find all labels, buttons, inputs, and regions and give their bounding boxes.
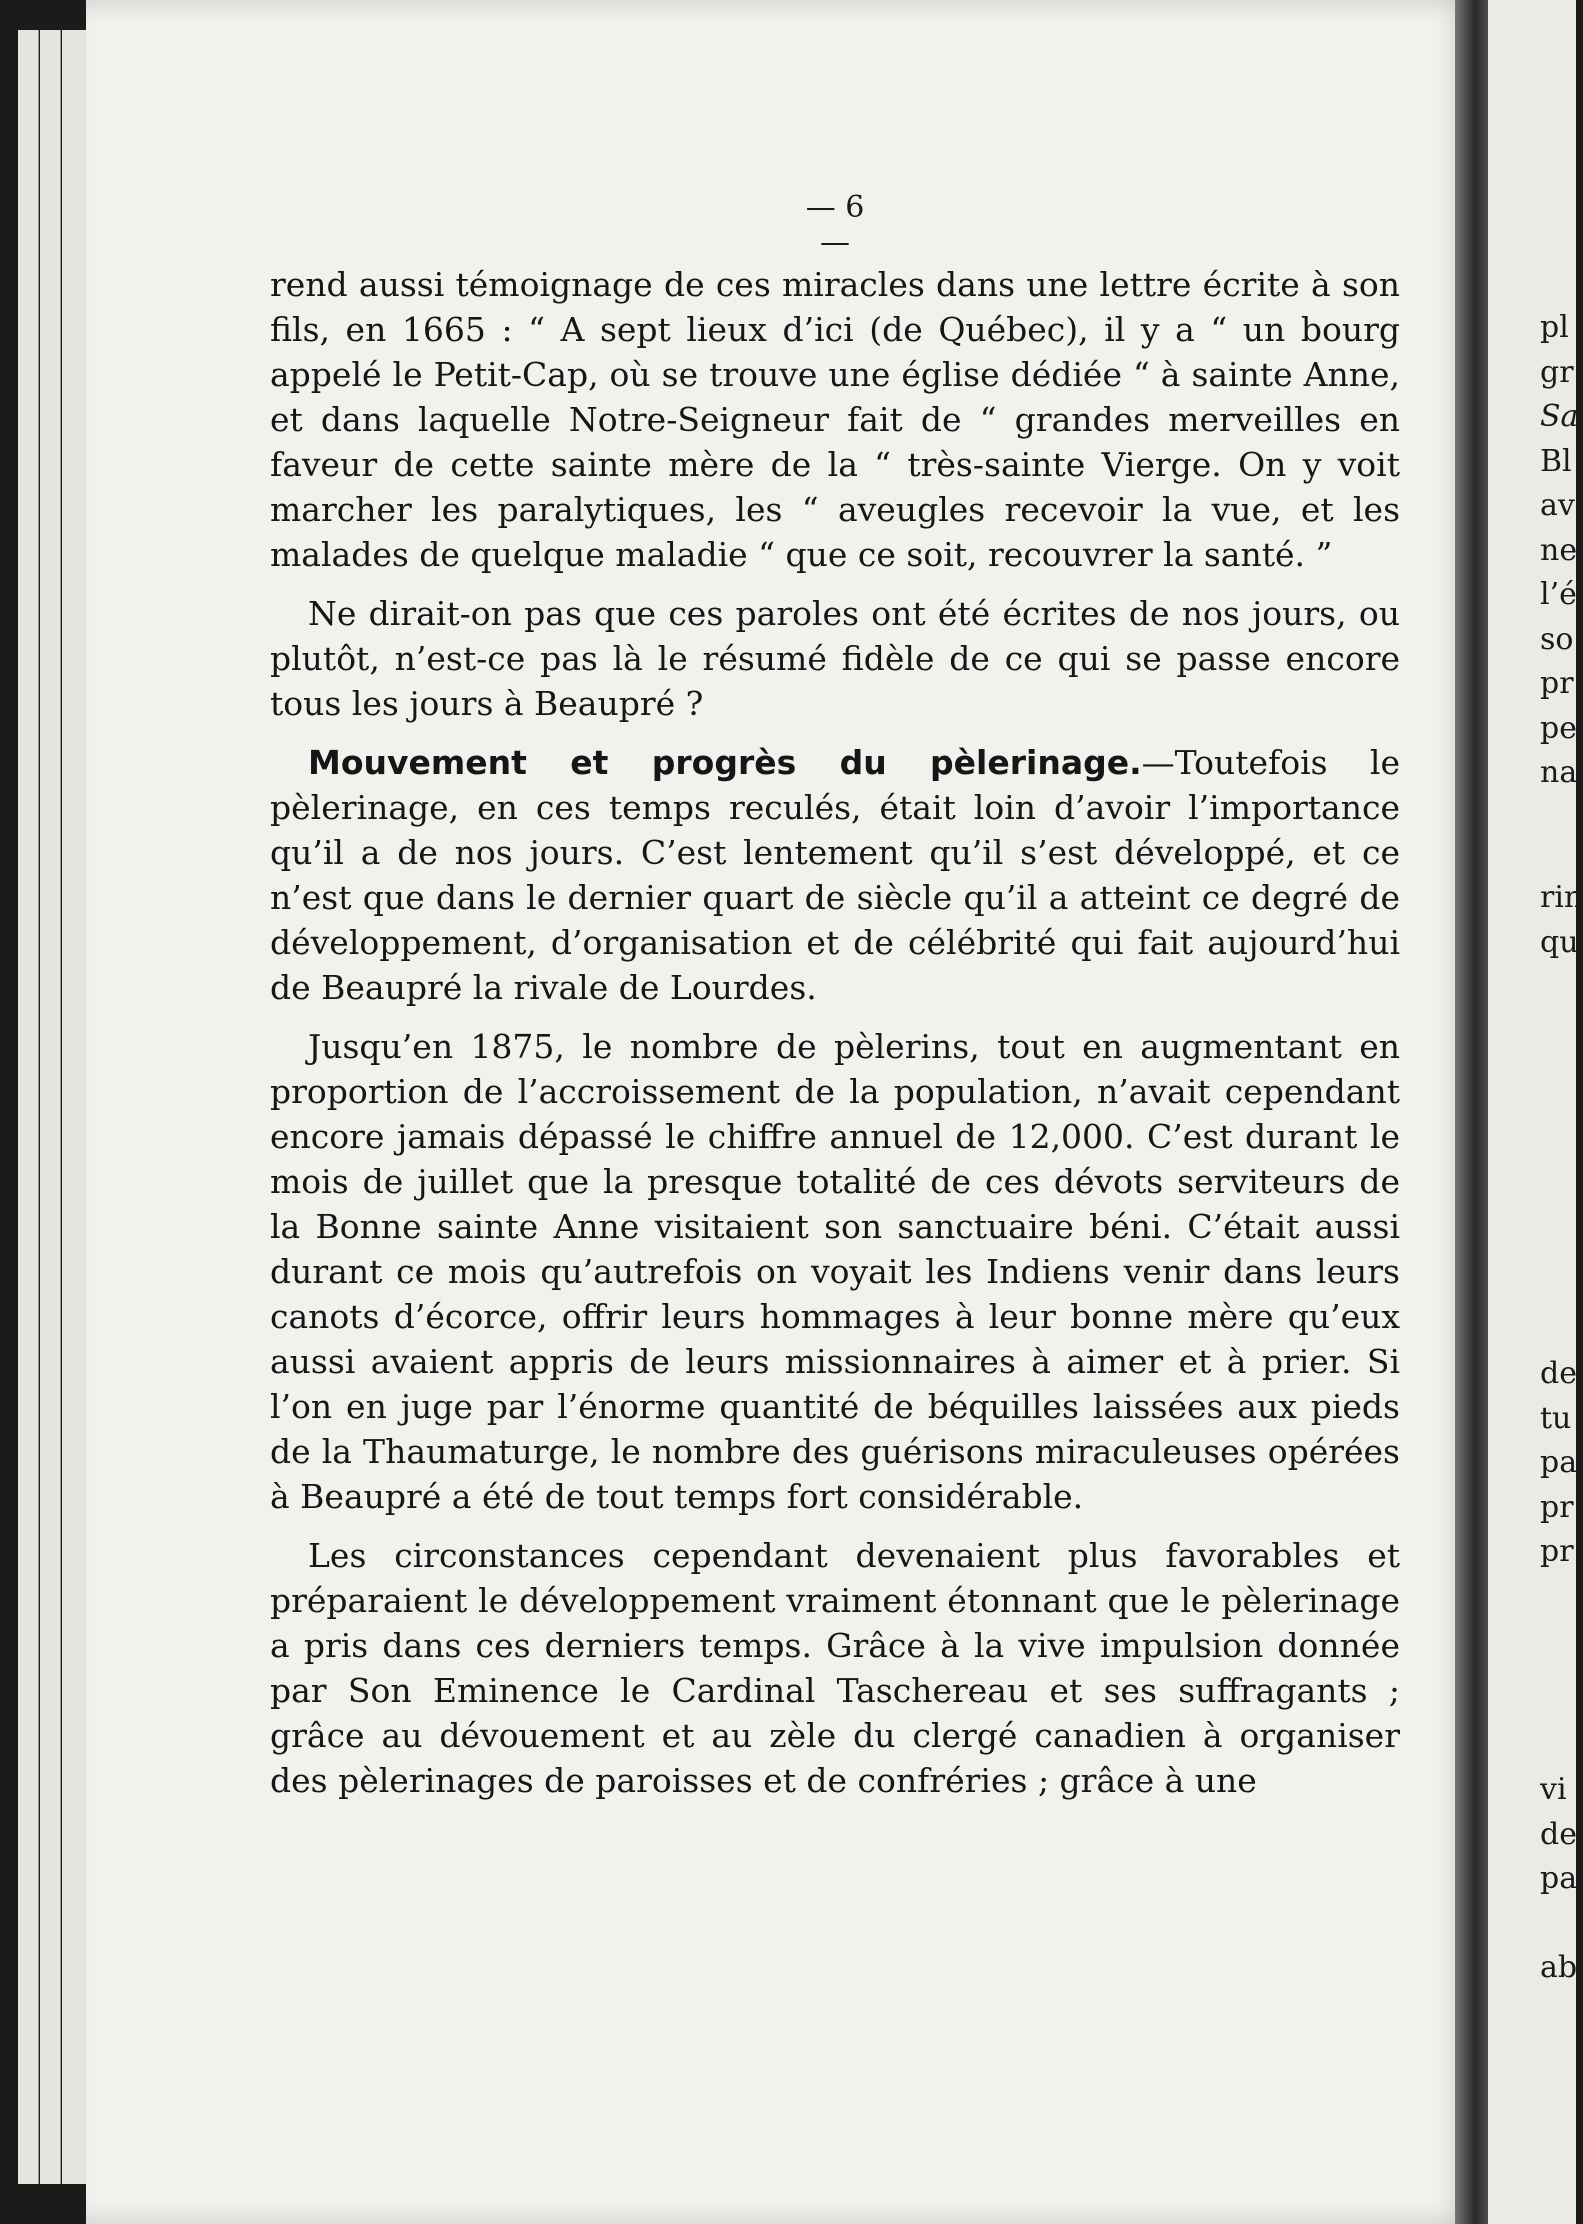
paragraph-pilgrims-1875: Jusqu’en 1875, le nombre de pèlerins, tout en augmentant en proportion de l’accroissement de la population, n’avait cependant encore jamais dépassé le chiffre annuel de 12,000. C’est durant le mois de juillet que la presque totalité de ces dévots serviteurs de la Bonne sainte Anne visitaient son sanctuaire béni. C’était aussi durant ce mois qu’autrefois on voyait les Indiens venir dans leurs canots d’écorce, offrir leurs hommages à leur bonne mère qu’eux aussi avaient appris de leurs missionnaires à aimer et à prier. Si l’on en juge par l’énorme quantité de béquilles laissées aux pieds de la Thaumaturge, le nombre des guérisons miraculeuses opérées à Beaupré a été de tout temps fort considérable. xyxy=(270,1027,1400,1516)
facing-word: rin xyxy=(1540,880,1583,915)
facing-word: pe xyxy=(1540,710,1577,746)
facing-word: tu xyxy=(1540,1400,1572,1436)
facing-word: av xyxy=(1540,488,1575,523)
facing-word: pr xyxy=(1540,666,1574,701)
facing-word: ab xyxy=(1540,1950,1578,1985)
facing-page-words-lower xyxy=(1540,1352,1580,1575)
facing-word: pl xyxy=(1540,310,1569,345)
paragraph-letter-quote: rend aussi témoignage de ces miracles dans une lettre écrite à son fils, en 1665 : “ A sept lieux d’ici (de Québec), il y a “ un bourg appelé le Petit-Cap, où se trouve une église dédiée “ à sainte Anne, et dans laquelle Notre-Seigneur fait de “ grandes merveilles en faveur de cette sainte mère de la “ très-sainte Vierge. On y voit marcher les paralytiques, les “ aveugles recevoir la vue, et les malades de quelque maladie “ que ce soit, recouvrer la santé. ” xyxy=(270,265,1400,574)
page-stack-edge xyxy=(40,30,61,2184)
facing-word: de xyxy=(1540,1816,1577,1852)
facing-word: pr xyxy=(1540,1534,1574,1569)
facing-word: so xyxy=(1540,621,1574,657)
facing-word: pr xyxy=(1540,1489,1574,1525)
page-stack-edge xyxy=(62,30,87,2184)
paragraph-movement-text: —Toutefois le pèlerinage, en ces temps reculés, était loin d’avoir l’importance qu’il a de nos jours. C’est lentement qu’il s’est développé, et ce n’est que dans le dernier quart de siècle qu’il a atteint ce degré de développement, d’organisation et de célébrité qui fait aujourd’hui de Beaupré la rivale de Lourdes. xyxy=(270,743,1400,1007)
facing-word: qu xyxy=(1540,924,1579,960)
facing-word: pa xyxy=(1540,1445,1578,1480)
paragraph-commentary: Ne dirait-on pas que ces paroles ont été écrites de nos jours, ou plutôt, n’est-ce pas là le résumé fidèle de ce qui se passe encore tous les jours à Beaupré ? xyxy=(270,594,1400,723)
facing-word: gr xyxy=(1540,354,1574,390)
page-stack-edge xyxy=(18,30,39,2184)
facing-word xyxy=(1540,1902,1580,1947)
paragraph-movement xyxy=(270,740,1400,1010)
facing-word: vi xyxy=(1540,1772,1567,1807)
page-number: — 6 — xyxy=(805,190,865,260)
facing-word: Bl xyxy=(1540,443,1572,479)
facing-word: ne xyxy=(1540,532,1578,568)
section-title: Mouvement et progrès du pèlerinage. xyxy=(308,743,1142,782)
facing-page-words-top xyxy=(1540,306,1580,796)
book-gutter xyxy=(1455,0,1491,2224)
facing-word: l’é xyxy=(1540,577,1577,612)
paragraph-circumstances: Les circonstances cependant devenaient plus favorables et préparaient le développement vraiment étonnant que le pèlerinage a pris dans ces derniers temps. Grâce à la vive impulsion donnée par Son Eminence le Cardinal Taschereau et ses suffragants ; grâce au dévouement et au zèle du clergé canadien à organiser des pèlerinages de paroisses et de confréries ; grâce à une xyxy=(270,1536,1400,1800)
facing-word: de xyxy=(1540,1356,1577,1391)
facing-word: na xyxy=(1540,755,1578,790)
body-text xyxy=(270,262,1400,1817)
facing-word: pa xyxy=(1540,1861,1578,1896)
facing-page-words-mid xyxy=(1540,876,1583,965)
facing-page-words-bottom xyxy=(1540,1768,1580,1991)
facing-word: Sa xyxy=(1540,399,1579,434)
